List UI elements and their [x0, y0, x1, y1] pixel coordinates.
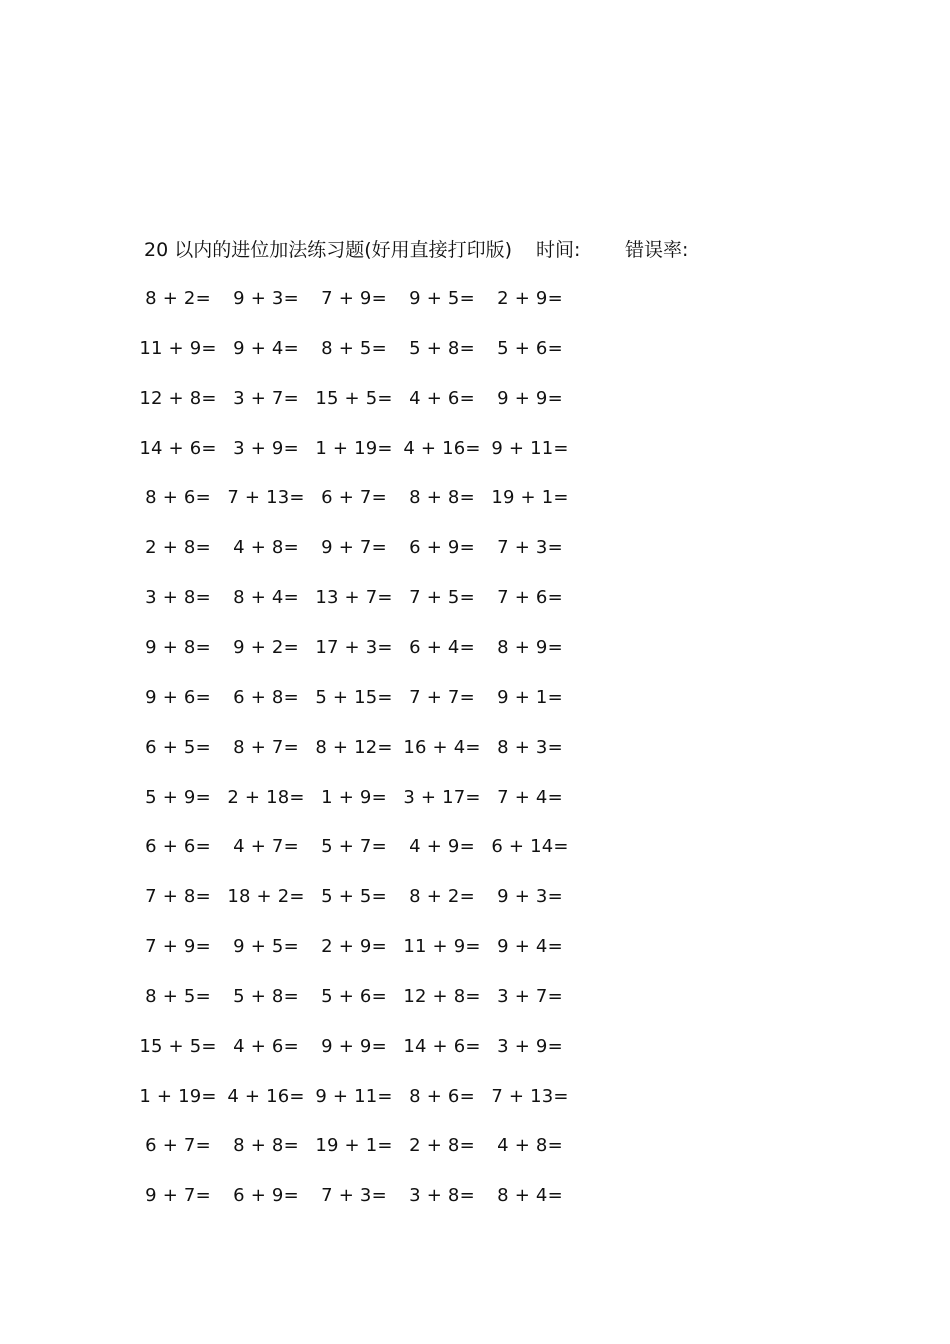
problem-cell: 9 + 1= [497, 687, 563, 708]
problem-cell: 2 + 8= [145, 537, 211, 558]
problem-cell: 3 + 9= [233, 438, 299, 459]
problem-cell: 16 + 4= [403, 737, 481, 758]
problem-cell: 7 + 3= [497, 537, 563, 558]
problem-cell: 9 + 3= [497, 886, 563, 907]
problem-row [0, 534, 700, 562]
problem-cell: 7 + 8= [145, 886, 211, 907]
problem-cell: 3 + 8= [145, 587, 211, 608]
problem-cell: 6 + 7= [321, 487, 387, 508]
problem-cell: 13 + 7= [315, 587, 393, 608]
problem-cell: 8 + 5= [321, 338, 387, 359]
problem-row [0, 684, 700, 712]
problem-cell: 9 + 2= [233, 637, 299, 658]
problem-cell: 12 + 8= [403, 986, 481, 1007]
problem-row [0, 1083, 700, 1111]
problem-cell: 4 + 8= [497, 1135, 563, 1156]
problem-row [0, 784, 700, 812]
problem-cell: 8 + 5= [145, 986, 211, 1007]
problem-cell: 8 + 8= [409, 487, 475, 508]
problem-cell: 2 + 9= [321, 936, 387, 957]
problem-cell: 8 + 2= [409, 886, 475, 907]
problem-cell: 8 + 12= [315, 737, 393, 758]
problem-cell: 3 + 8= [409, 1185, 475, 1206]
problem-cell: 7 + 5= [409, 587, 475, 608]
problem-cell: 3 + 7= [497, 986, 563, 1007]
problem-cell: 7 + 9= [321, 288, 387, 309]
problem-cell: 8 + 4= [497, 1185, 563, 1206]
problem-cell: 3 + 9= [497, 1036, 563, 1057]
problem-cell: 9 + 5= [233, 936, 299, 957]
problem-cell: 5 + 6= [321, 986, 387, 1007]
problem-cell: 3 + 17= [403, 787, 481, 808]
problem-cell: 5 + 6= [497, 338, 563, 359]
problem-cell: 11 + 9= [139, 338, 217, 359]
time-label: 时间: [536, 239, 581, 261]
problem-cell: 8 + 9= [497, 637, 563, 658]
problem-cell: 5 + 15= [315, 687, 393, 708]
problem-row [0, 584, 700, 612]
problem-cell: 4 + 9= [409, 836, 475, 857]
problem-cell: 15 + 5= [315, 388, 393, 409]
problem-cell: 8 + 6= [145, 487, 211, 508]
problem-cell: 2 + 18= [227, 787, 305, 808]
problem-row [0, 734, 700, 762]
problem-cell: 2 + 8= [409, 1135, 475, 1156]
problem-cell: 9 + 3= [233, 288, 299, 309]
problem-cell: 9 + 7= [321, 537, 387, 558]
problem-cell: 6 + 14= [491, 836, 569, 857]
problem-cell: 7 + 9= [145, 936, 211, 957]
problem-cell: 6 + 9= [409, 537, 475, 558]
problem-cell: 1 + 9= [321, 787, 387, 808]
problem-row [0, 833, 700, 861]
problem-cell: 6 + 9= [233, 1185, 299, 1206]
problem-cell: 11 + 9= [403, 936, 481, 957]
problem-cell: 9 + 9= [497, 388, 563, 409]
problem-cell: 9 + 11= [315, 1086, 393, 1107]
problem-row [0, 335, 700, 363]
error-rate-label: 错误率: [625, 239, 689, 261]
problem-cell: 7 + 6= [497, 587, 563, 608]
problem-cell: 8 + 2= [145, 288, 211, 309]
problem-cell: 2 + 9= [497, 288, 563, 309]
problem-cell: 1 + 19= [315, 438, 393, 459]
problem-cell: 4 + 6= [409, 388, 475, 409]
problem-cell: 5 + 8= [409, 338, 475, 359]
problem-cell: 7 + 13= [491, 1086, 569, 1107]
problem-row [0, 484, 700, 512]
problem-cell: 9 + 11= [491, 438, 569, 459]
problem-cell: 4 + 7= [233, 836, 299, 857]
problem-row [0, 285, 700, 313]
problem-cell: 9 + 4= [497, 936, 563, 957]
problem-cell: 9 + 8= [145, 637, 211, 658]
problem-cell: 8 + 8= [233, 1135, 299, 1156]
problem-cell: 14 + 6= [403, 1036, 481, 1057]
problem-cell: 6 + 8= [233, 687, 299, 708]
problem-cell: 15 + 5= [139, 1036, 217, 1057]
problem-cell: 4 + 8= [233, 537, 299, 558]
worksheet-title: 20 以内的进位加法练习题(好用直接打印版) [144, 239, 513, 261]
problem-cell: 9 + 9= [321, 1036, 387, 1057]
problem-cell: 7 + 3= [321, 1185, 387, 1206]
problem-cell: 4 + 16= [403, 438, 481, 459]
problem-cell: 9 + 7= [145, 1185, 211, 1206]
problem-cell: 4 + 16= [227, 1086, 305, 1107]
problem-row [0, 983, 700, 1011]
problem-cell: 9 + 5= [409, 288, 475, 309]
problem-cell: 17 + 3= [315, 637, 393, 658]
problem-cell: 5 + 9= [145, 787, 211, 808]
problem-cell: 19 + 1= [315, 1135, 393, 1156]
problem-cell: 8 + 4= [233, 587, 299, 608]
problem-cell: 6 + 4= [409, 637, 475, 658]
problem-cell: 7 + 7= [409, 687, 475, 708]
problem-cell: 4 + 6= [233, 1036, 299, 1057]
problem-cell: 5 + 8= [233, 986, 299, 1007]
problem-row [0, 634, 700, 662]
problem-row [0, 435, 700, 463]
problem-cell: 5 + 5= [321, 886, 387, 907]
problem-cell: 3 + 7= [233, 388, 299, 409]
problem-cell: 5 + 7= [321, 836, 387, 857]
problem-cell: 9 + 6= [145, 687, 211, 708]
problem-row [0, 1182, 700, 1210]
problem-cell: 14 + 6= [139, 438, 217, 459]
problem-cell: 6 + 5= [145, 737, 211, 758]
problem-cell: 8 + 6= [409, 1086, 475, 1107]
problem-row [0, 883, 700, 911]
problem-cell: 18 + 2= [227, 886, 305, 907]
problem-cell: 7 + 13= [227, 487, 305, 508]
problem-row [0, 1033, 700, 1061]
problem-cell: 8 + 3= [497, 737, 563, 758]
problem-cell: 19 + 1= [491, 487, 569, 508]
problem-row [0, 1132, 700, 1160]
problem-cell: 6 + 7= [145, 1135, 211, 1156]
problem-cell: 9 + 4= [233, 338, 299, 359]
problem-cell: 6 + 6= [145, 836, 211, 857]
problem-row [0, 385, 700, 413]
problem-cell: 1 + 19= [139, 1086, 217, 1107]
problem-cell: 12 + 8= [139, 388, 217, 409]
problem-cell: 7 + 4= [497, 787, 563, 808]
problem-row [0, 933, 700, 961]
problem-cell: 8 + 7= [233, 737, 299, 758]
